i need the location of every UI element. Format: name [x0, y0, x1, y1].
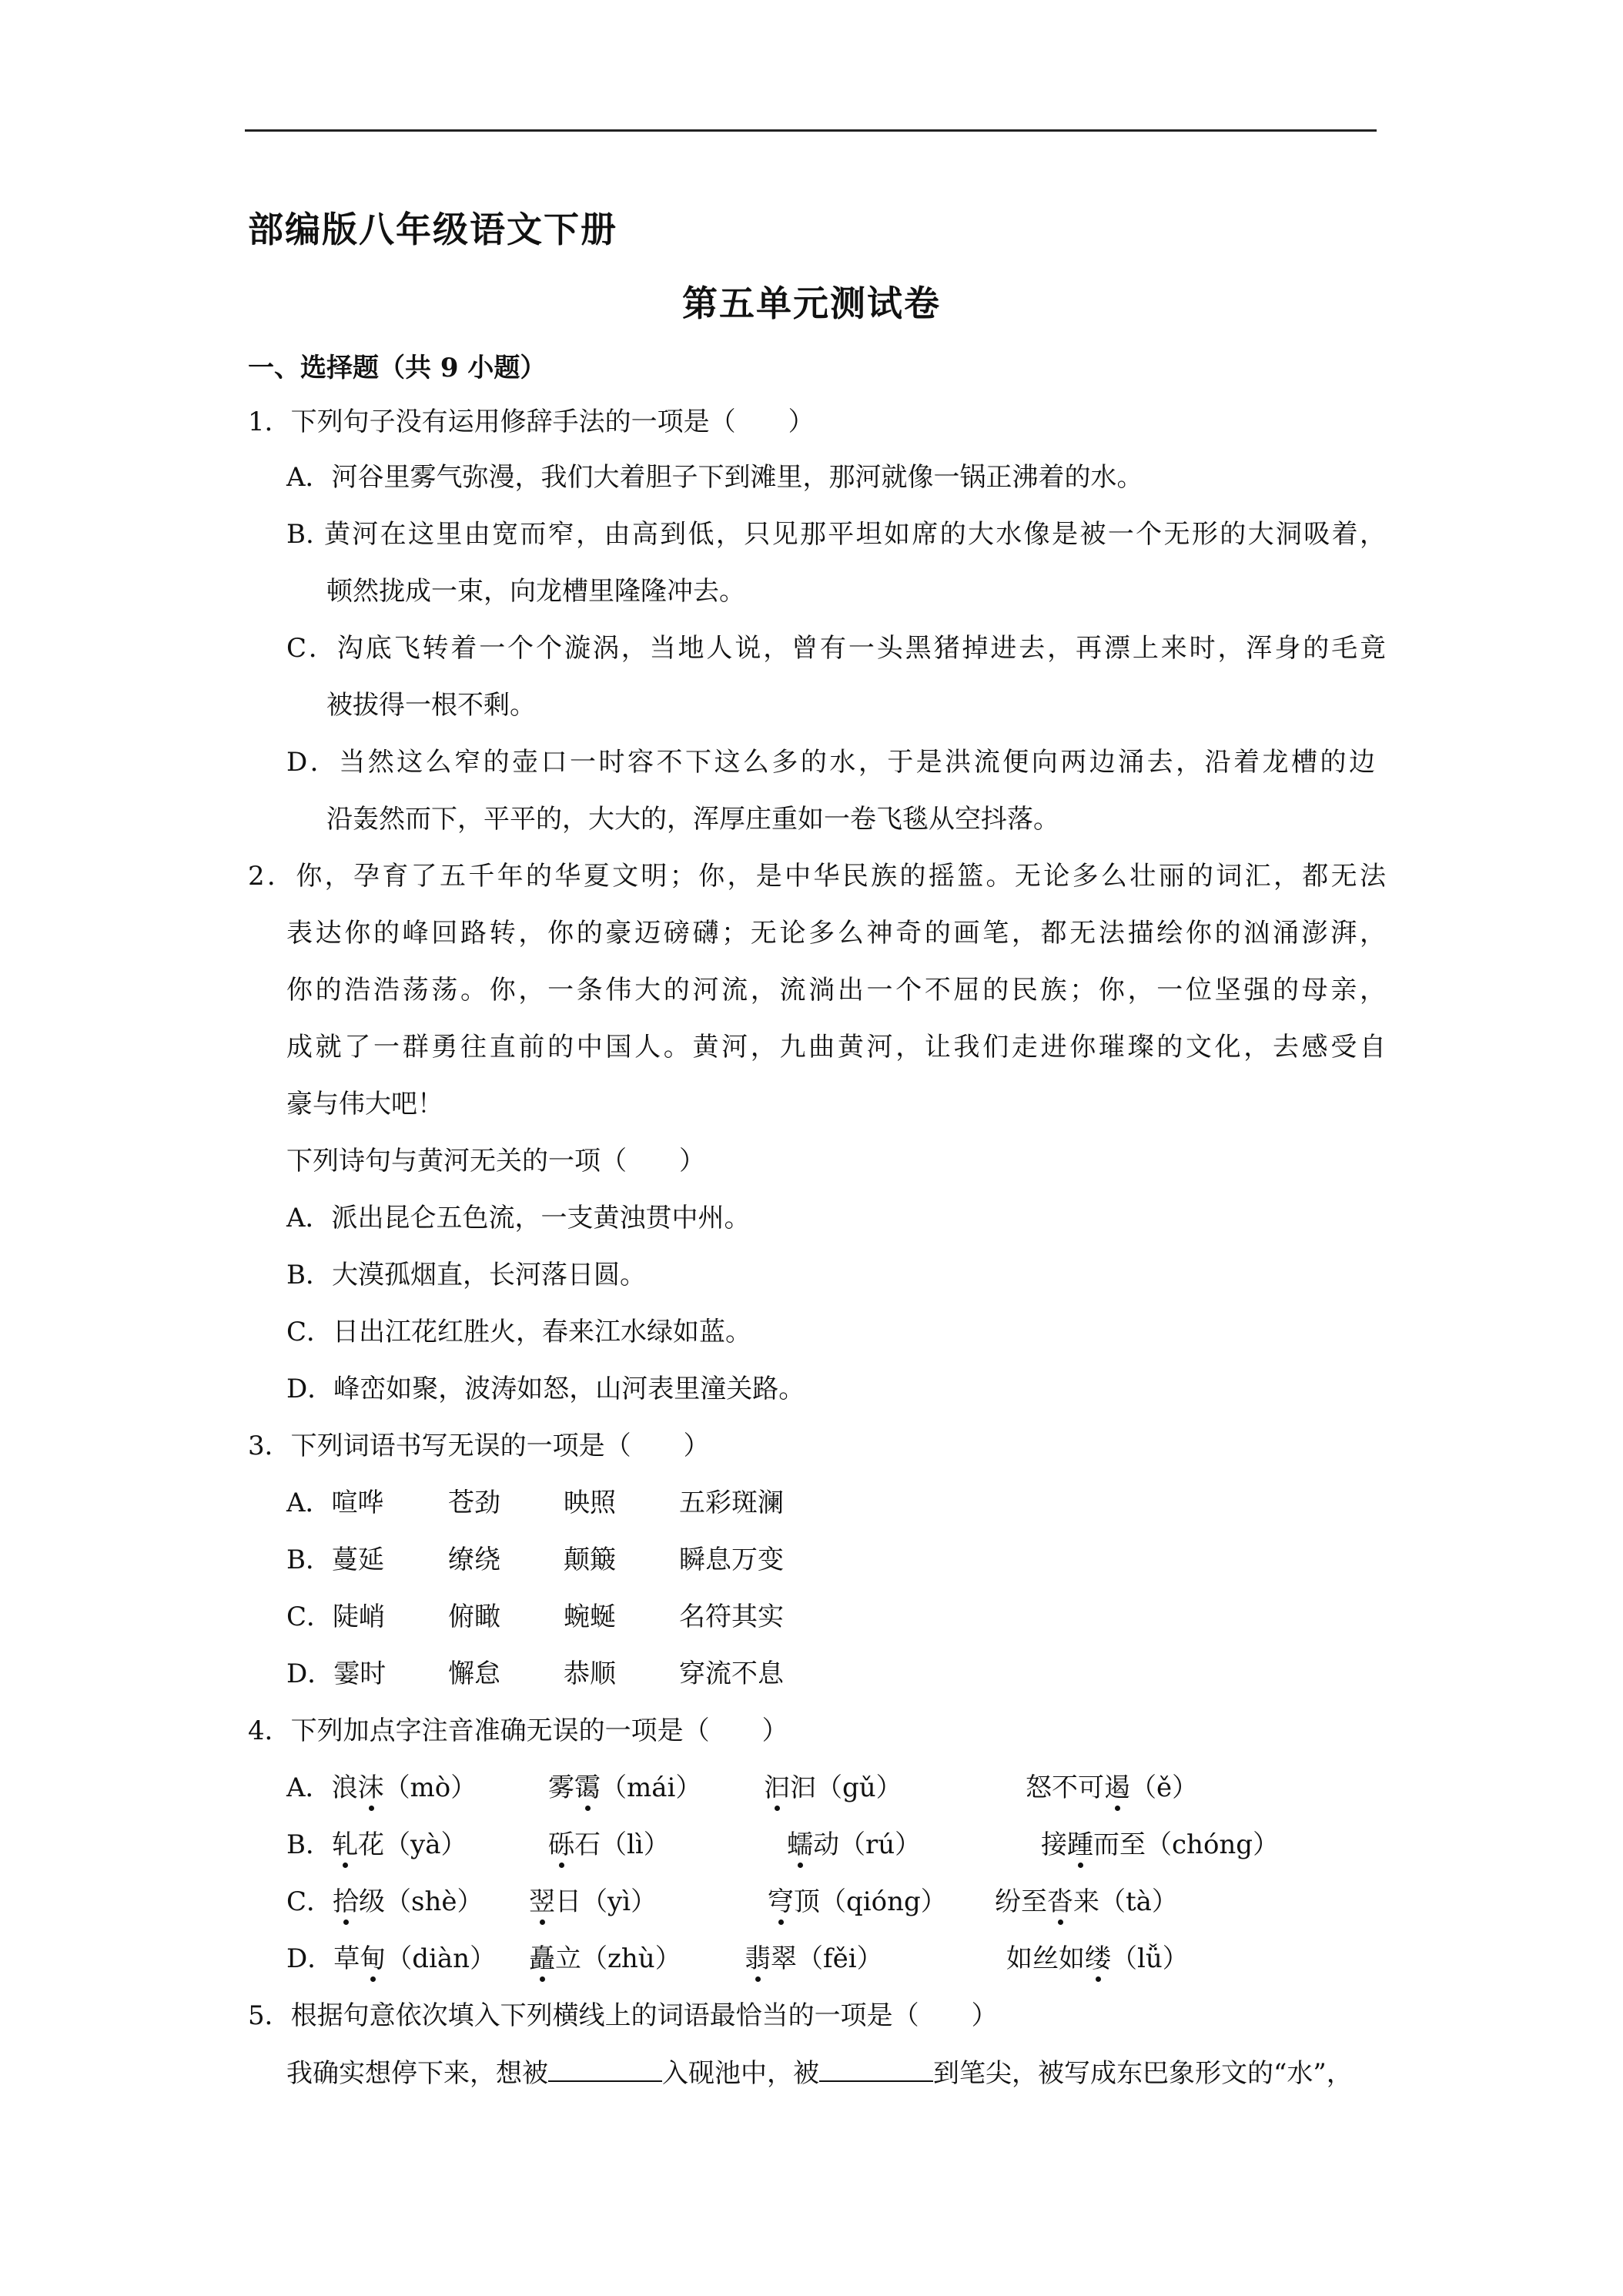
question-4-option-a: [286, 1772, 1198, 1803]
dotted-character: 砾: [548, 1829, 574, 1860]
pinyin-item: [286, 1829, 548, 1860]
question-4-option-d: [286, 1943, 1189, 1974]
item-pinyin: 日（yì）: [555, 1886, 658, 1917]
dotted-character: 翌: [529, 1886, 555, 1917]
question-2-option-c: C．日出江花红胜火，春来江水绿如蓝。: [286, 1317, 752, 1347]
question-3-option-b: [286, 1545, 784, 1575]
question-2-passage-line1: 2．你，孕育了五千年的华夏文明；你，是中华民族的摇篮。无论多么壮丽的词汇，都无法: [248, 861, 1386, 892]
dotted-character: 矗: [529, 1943, 555, 1974]
item-label: A．: [286, 1772, 332, 1803]
question-2-option-d: D．峰峦如聚，波涛如怒，山河表里潼关路。: [286, 1374, 805, 1404]
question-2-option-a: A．派出昆仑五色流，一支黄浊贯中州。: [286, 1203, 751, 1233]
pinyin-item: [548, 1772, 764, 1803]
question-5-sentence: [286, 2057, 1353, 2089]
dotted-character: 拾: [333, 1886, 360, 1917]
pinyin-item: [529, 1943, 745, 1974]
question-1-stem: 1．下列句子没有运用修辞手法的一项是（ ）: [248, 407, 815, 437]
dotted-character: 霭: [574, 1772, 601, 1803]
word: 名符其实: [679, 1602, 784, 1632]
question-1-option-a: A．河谷里雾气弥漫，我们大着胆子下到滩里，那河就像一锅正沸着的水。: [286, 462, 1143, 493]
dotted-character: 翡: [745, 1943, 771, 1974]
question-3-option-c: [286, 1602, 784, 1632]
question-4-option-c: [286, 1886, 1178, 1917]
dotted-character: 踵: [1067, 1829, 1093, 1860]
item-pinyin: 汩（gǔ）: [790, 1772, 902, 1803]
document-subtitle: 第五单元测试卷: [682, 283, 941, 324]
word: 缭绕: [448, 1545, 500, 1575]
word: 懈怠: [448, 1658, 500, 1689]
question-1-option-c-line1: C．沟底飞转着一个个漩涡，当地人说，曾有一头黑猪掉进去，再漂上来时，浑身的毛竟: [286, 633, 1386, 664]
word: A．喧哗: [286, 1488, 384, 1518]
item-pinyin: 石（lì）: [574, 1829, 670, 1860]
question-2-passage-line4: 成就了一群勇往直前的中国人。黄河，九曲黄河，让我们走进你璀璨的文化，去感受自: [286, 1032, 1386, 1063]
item-pinyin: 而至（chóng）: [1093, 1829, 1280, 1860]
word: 颠簸: [564, 1545, 616, 1575]
question-5-stem: 5．根据句意依次填入下列横线上的词语最恰当的一项是（ ）: [248, 2000, 998, 2031]
dotted-character: 蠕: [787, 1829, 813, 1860]
dotted-character: 缕: [1085, 1943, 1111, 1974]
item-pinyin: 立（zhù）: [555, 1943, 681, 1974]
item-pinyin: （lǚ）: [1111, 1943, 1189, 1974]
item-text: 接: [1041, 1829, 1067, 1860]
sentence-part: 到笔尖，被写成东巴象形文的“水”，: [933, 2058, 1353, 2089]
question-1-option-d-line1: D．当然这么窄的壶口一时容不下这么多的水，于是洪流便向两边涌去，沿着龙槽的边: [286, 747, 1375, 778]
item-text: 如丝如: [1006, 1943, 1085, 1974]
dotted-character: 汩: [764, 1772, 790, 1803]
item-pinyin: 花（yà）: [358, 1829, 467, 1860]
pinyin-item: [745, 1943, 1006, 1974]
question-4-option-b: [286, 1829, 1279, 1860]
item-text: 怒不可: [1026, 1772, 1104, 1803]
pinyin-item: [1026, 1772, 1198, 1803]
word: C．陡峭: [286, 1602, 386, 1632]
item-pinyin: 动（rú）: [813, 1829, 922, 1860]
question-1-option-d-line2: 沿轰然而下，平平的，大大的，浑厚庄重如一卷飞毯从空抖落。: [326, 804, 1059, 835]
question-2-passage-line5: 豪与伟大吧！: [286, 1089, 443, 1120]
word: B．蔓延: [286, 1545, 384, 1575]
word: 恭顺: [564, 1658, 616, 1689]
dotted-character: 甸: [360, 1943, 387, 1974]
item-text: 雾: [548, 1772, 574, 1803]
pinyin-item: [286, 1886, 529, 1917]
pinyin-item: [529, 1886, 768, 1917]
item-label: B．: [286, 1829, 332, 1860]
word: 俯瞰: [448, 1602, 500, 1632]
pinyin-item: [286, 1943, 529, 1974]
item-label: D．: [286, 1943, 334, 1974]
question-3-option-a: [286, 1488, 784, 1518]
fill-in-blank[interactable]: [819, 2057, 933, 2082]
item-text: 浪: [331, 1772, 358, 1803]
sentence-part: 入砚池中，被: [662, 2058, 819, 2089]
question-3-stem: 3．下列词语书写无误的一项是（ ）: [248, 1431, 710, 1461]
word: 五彩斑澜: [679, 1488, 784, 1518]
word: 蜿蜒: [564, 1602, 616, 1632]
word: D．霎时: [286, 1658, 387, 1689]
dotted-character: 沓: [1047, 1886, 1073, 1917]
item-text: 纷至: [995, 1886, 1047, 1917]
dotted-character: 轧: [332, 1829, 358, 1860]
pinyin-item: [764, 1772, 1026, 1803]
pinyin-item: [995, 1886, 1178, 1917]
question-1-option-b-line1: B. 黄河在这里由宽而窄，由高到低，只见那平坦如席的大水像是被一个无形的大洞吸着，: [286, 519, 1386, 550]
item-pinyin: 来（tà）: [1073, 1886, 1178, 1917]
dotted-character: 穹: [768, 1886, 794, 1917]
word: 瞬息万变: [679, 1545, 784, 1575]
question-2-option-b: B．大漠孤烟直，长河落日圆。: [286, 1260, 646, 1290]
item-pinyin: （ě）: [1130, 1772, 1199, 1803]
word: 苍劲: [448, 1488, 500, 1518]
question-2-passage-line2: 表达你的峰回路转，你的豪迈磅礴；无论多么神奇的画笔，都无法描绘你的汹涌澎湃，: [286, 918, 1386, 949]
question-1-option-b-line2: 顿然拢成一束，向龙槽里隆隆冲去。: [326, 576, 745, 607]
dotted-character: 遏: [1104, 1772, 1130, 1803]
pinyin-item: [1006, 1943, 1189, 1974]
header-rule: [245, 129, 1377, 132]
item-pinyin: （mò）: [383, 1772, 477, 1803]
item-pinyin: （diàn）: [386, 1943, 497, 1974]
item-label: C．: [286, 1886, 333, 1917]
question-4-stem: 4．下列加点字注音准确无误的一项是（ ）: [248, 1715, 788, 1746]
item-text: 草: [333, 1943, 360, 1974]
question-1-option-c-line2: 被拔得一根不剩。: [326, 690, 536, 721]
item-pinyin: 级（shè）: [359, 1886, 484, 1917]
question-3-option-d: [286, 1658, 784, 1689]
item-pinyin: 顶（qióng）: [794, 1886, 947, 1917]
dotted-character: 沫: [357, 1772, 384, 1803]
pinyin-item: [548, 1829, 787, 1860]
word: 映照: [564, 1488, 616, 1518]
question-2-passage-line3: 你的浩浩荡荡。你，一条伟大的河流，流淌出一个不屈的民族；你，一位坚强的母亲，: [286, 975, 1386, 1006]
pinyin-item: [1041, 1829, 1279, 1860]
document-title: 部编版八年级语文下册: [248, 209, 617, 250]
pinyin-item: [286, 1772, 548, 1803]
word: 穿流不息: [679, 1658, 784, 1689]
pinyin-item: [787, 1829, 1041, 1860]
question-2-stem: 下列诗句与黄河无关的一项（ ）: [286, 1146, 705, 1176]
section-heading: 一、选择题（共 9 小题）: [248, 353, 547, 383]
item-pinyin: （mái）: [601, 1772, 702, 1803]
sentence-part: 我确实想停下来，想被: [286, 2058, 548, 2089]
item-pinyin: 翠（fěi）: [771, 1943, 883, 1974]
pinyin-item: [768, 1886, 995, 1917]
fill-in-blank[interactable]: [548, 2057, 662, 2082]
